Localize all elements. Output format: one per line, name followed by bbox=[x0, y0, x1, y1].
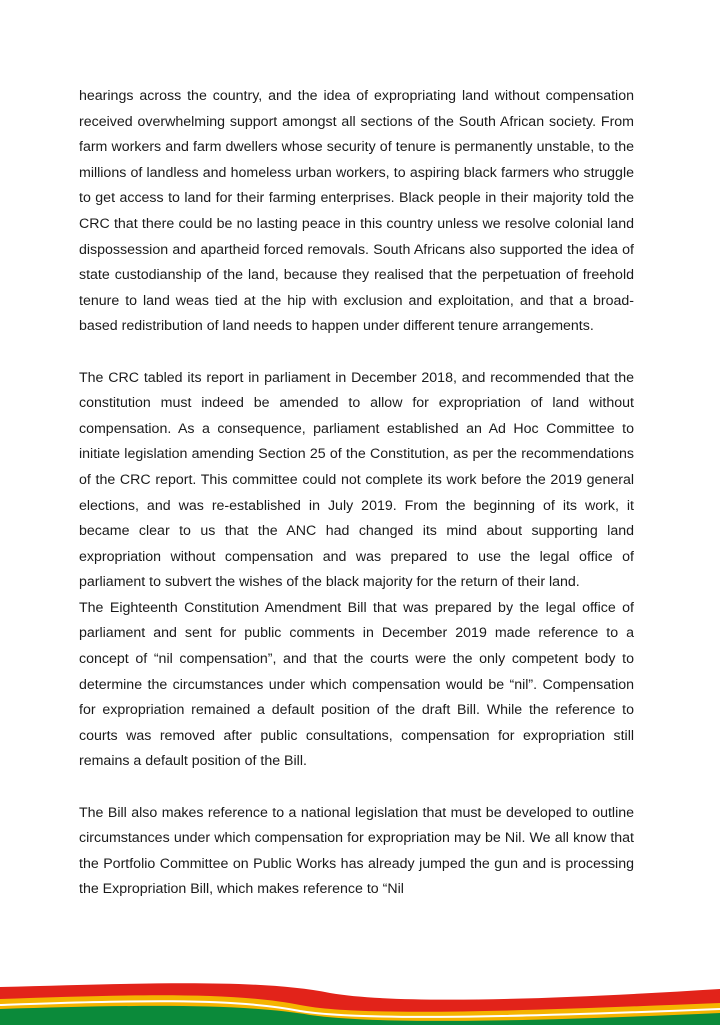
footer-decorative-band bbox=[0, 965, 720, 1025]
paragraph-2: The CRC tabled its report in parliament in December 2018, and recommended that the constitution must indeed be amended to allow for expropriation of land without compensation. As a consequence, parliament established an Ad Hoc Committee to initiate legislation amending Section 25 of the Constitution, as per the recommendations of the CRC report. This committee could not complete its work before the 2019 general elections, and was re-established in July 2019. From the beginning of its work, it became clear to us that the ANC had changed its mind about supporting land expropriation without compensation and was prepared to use the legal office of parliament to subvert the wishes of the black majority for the return of their land. bbox=[79, 369, 634, 591]
paragraph-4: The Bill also makes reference to a national legislation that must be developed to outline circumstances under which compensation for expropriation may be Nil. We all know that the Portfolio Committee on Public Works has already jumped the gun and is processing the Expropriation Bill, which makes reference to “Nil bbox=[79, 804, 634, 898]
paragraph-3: The Eighteenth Constitution Amendment Bill that was prepared by the legal office of parliament and sent for public comments in December 2019 made reference to a concept of “nil compensation”, and that the courts were the only competent body to determine the circumstances under which compensation would be “nil”. Compensation for expropriation remained a default position of the draft Bill. While the reference to courts was removed after public consultations, compensation for expropriation still remains a default position of the Bill. bbox=[79, 599, 634, 770]
footer-wave-graphic bbox=[0, 965, 720, 1025]
document-body bbox=[79, 84, 634, 903]
paragraph-1: hearings across the country, and the idea of expropriating land without compensation received overwhelming support amongst all sections of the South African society. From farm workers and farm dwellers whose security of tenure is permanently unstable, to the millions of landless and homeless urban workers, to aspiring black farmers who struggle to get access to land for their farming enterprises. Black people in their majority told the CRC that there could be no lasting peace in this country unless we resolve colonial land dispossession and apartheid forced removals. South Africans also supported the idea of state custodianship of the land, because they realised that the perpetuation of freehold tenure to land weas tied at the hip with exclusion and exploitation, and that a broad-based redistribution of land needs to happen under different tenure arrangements. bbox=[79, 88, 634, 335]
